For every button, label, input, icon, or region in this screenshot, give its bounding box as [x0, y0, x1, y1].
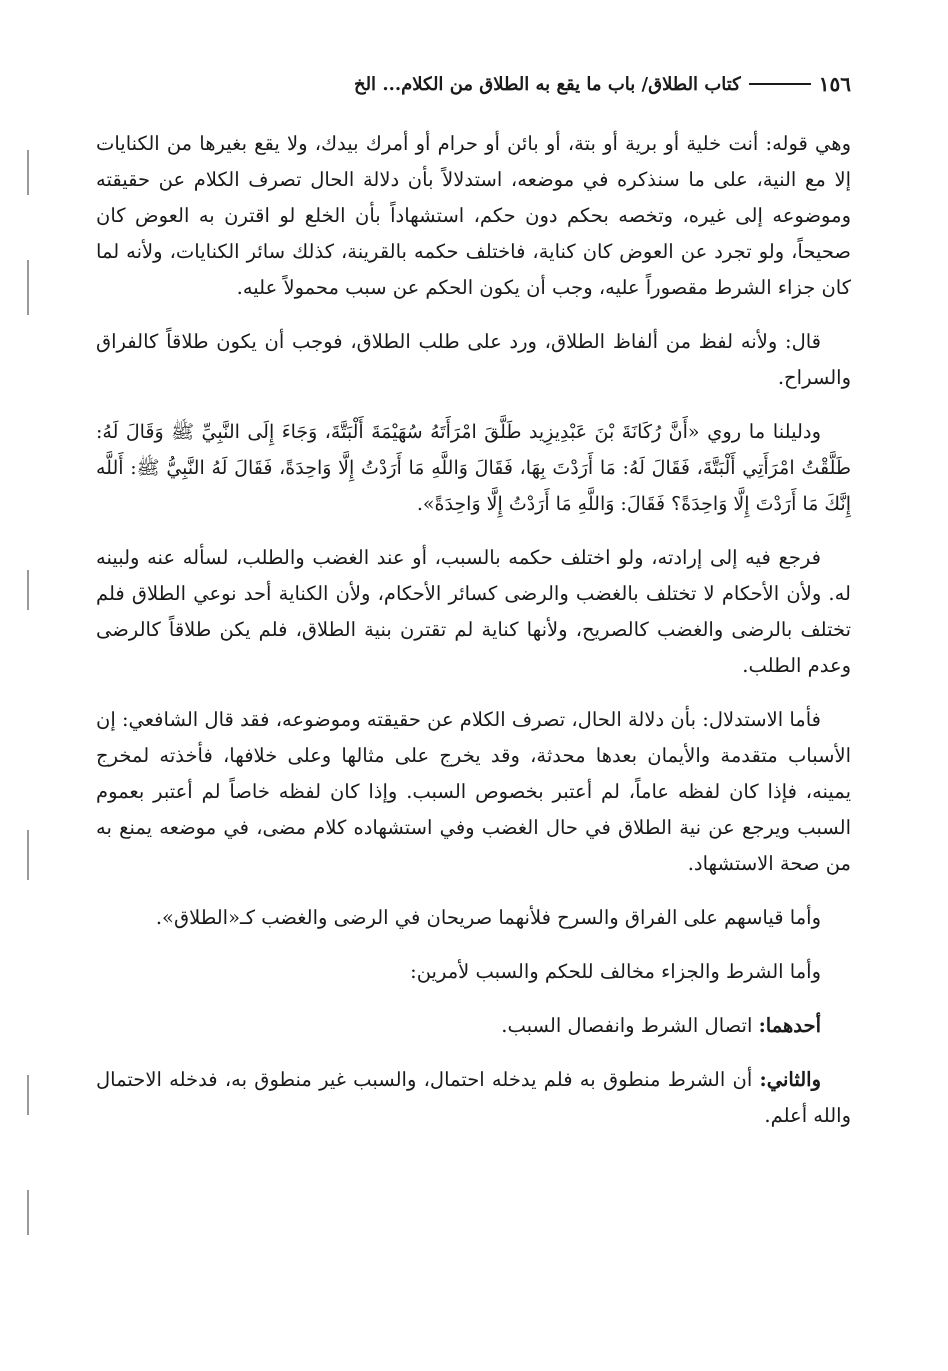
scan-margin-line [27, 830, 29, 880]
scan-margin-line [27, 1075, 29, 1115]
paragraph-text: أن الشرط منطوق به فلم يدخله احتمال، والسبب غير منطوق به، فدخله الاحتمال والله أعلم. [96, 1068, 851, 1127]
paragraph: وأما الشرط والجزاء مخالف للحكم والسبب لأمرين: [410, 960, 821, 983]
scan-margin-line [27, 150, 29, 195]
paragraph-lead: ودليلنا ما روي [707, 420, 821, 443]
paragraph: وأما قياسهم على الفراق والسرح فلأنهما صريحان في الرضى والغضب كـ«الطلاق». [155, 906, 821, 929]
paragraph: قال: ولأنه لفظ من ألفاظ الطلاق، ورد على طلب الطلاق، فوجب أن يكون طلاقاً كالفراق والسراح. [96, 330, 851, 389]
running-header [96, 66, 851, 102]
scan-margin-line [27, 1190, 29, 1235]
scan-margin-line [27, 570, 29, 610]
paragraph-label: أحدهما: [758, 1014, 821, 1037]
paragraph [96, 1062, 851, 1134]
page-number: ١٥٦ [818, 72, 851, 96]
paragraph: وهي قوله: أنت خلية أو برية أو بتة، أو بائن أو حرام أو أمرك بيدك، ولا يقع بغيرها من الكنايات إلا مع النية، على ما سنذكره في موضعه، استدلالاً بأن دلالة الحال تصرف الكلام عن حقيقته وموضوعه إلى غيره، وتخصه بحكم دون حكم، استشهاداً بأن الخلع لو اقترن به العوض كان صحيحاً، ولو تجرد عن العوض كان كناية، فاختلف حكمه بالقرينة، كذلك سائر الكنايات، ولأنه لما كان جزاء الشرط مقصوراً عليه، وجب أن يكون الحكم عن سبب محمولاً عليه. [96, 132, 851, 299]
paragraph-label: والثاني: [759, 1068, 822, 1091]
paragraph [96, 1008, 851, 1044]
paragraph-text: اتصال الشرط وانفصال السبب. [501, 1014, 753, 1037]
paragraph: فأما الاستدلال: بأن دلالة الحال، تصرف الكلام عن حقيقته وموضوعه، فقد قال الشافعي: إن الأسباب متقدمة والأيمان بعدها محدثة، وقد يخرج على مثالها وعلى خلافها، فأخذته لمخرج يمينه، فإذا كان لفظه عاماً، لم أعتبر بخصوص السبب. وإذا كان لفظه خاصاً لم أعتبر بعموم السبب ويرجع عن نية الطلاق في حال الغضب وفي استشهاده كلام مضى، في موضعه يمنع به من صحة الاستشهاد. [96, 708, 851, 875]
running-title: كتاب الطلاق/ باب ما يقع به الطلاق من الكلام... الخ [353, 73, 741, 95]
page-body [96, 126, 851, 1152]
hadith-quote: «أَنَّ رُكَانَةَ بْنَ عَبْدِيزِيد طَلَّقَ امْرَأَتَهُ سُهَيْمَةَ أَلْبَتَّةَ، وَجَاءَ إِلَى النَّبِيِّ ﷺ وَقَالَ لَهُ: طَلَّقْتُ امْرَأَتِي أَلْبَتَّةَ، فَقَالَ لَهُ: مَا أَرَدْتَ بِهَا، فَقَالَ وَاللَّهِ مَا أَرَدْتُ إِلَّا وَاحِدَةً، فَقَالَ لَهُ النَّبِيُّ ﷺ: أَللَّه إِنَّكَ مَا أَرَدْتَ إِلَّا وَاحِدَةً؟ فَقَالَ: وَاللَّهِ مَا أَرَدْتُ إِلَّا وَاحِدَةً». [96, 421, 851, 515]
hadith-paragraph [96, 414, 851, 522]
header-rule [749, 83, 811, 85]
paragraph: فرجع فيه إلى إرادته، ولو اختلف حكمه بالسبب، أو عند الغضب والطلب، لسأله عنه ولبينه له. ولأن الأحكام لا تختلف بالغضب والرضى كسائر الأحكام، ولأن الكناية أحد نوعي الطلاق فلم تختلف بالرضى والغضب كالصريح، ولأنها كناية لم تقترن بنية الطلاق، فلم يكن طلاقاً كالرضى وعدم الطلب. [96, 546, 851, 677]
scan-margin-line [27, 260, 29, 315]
